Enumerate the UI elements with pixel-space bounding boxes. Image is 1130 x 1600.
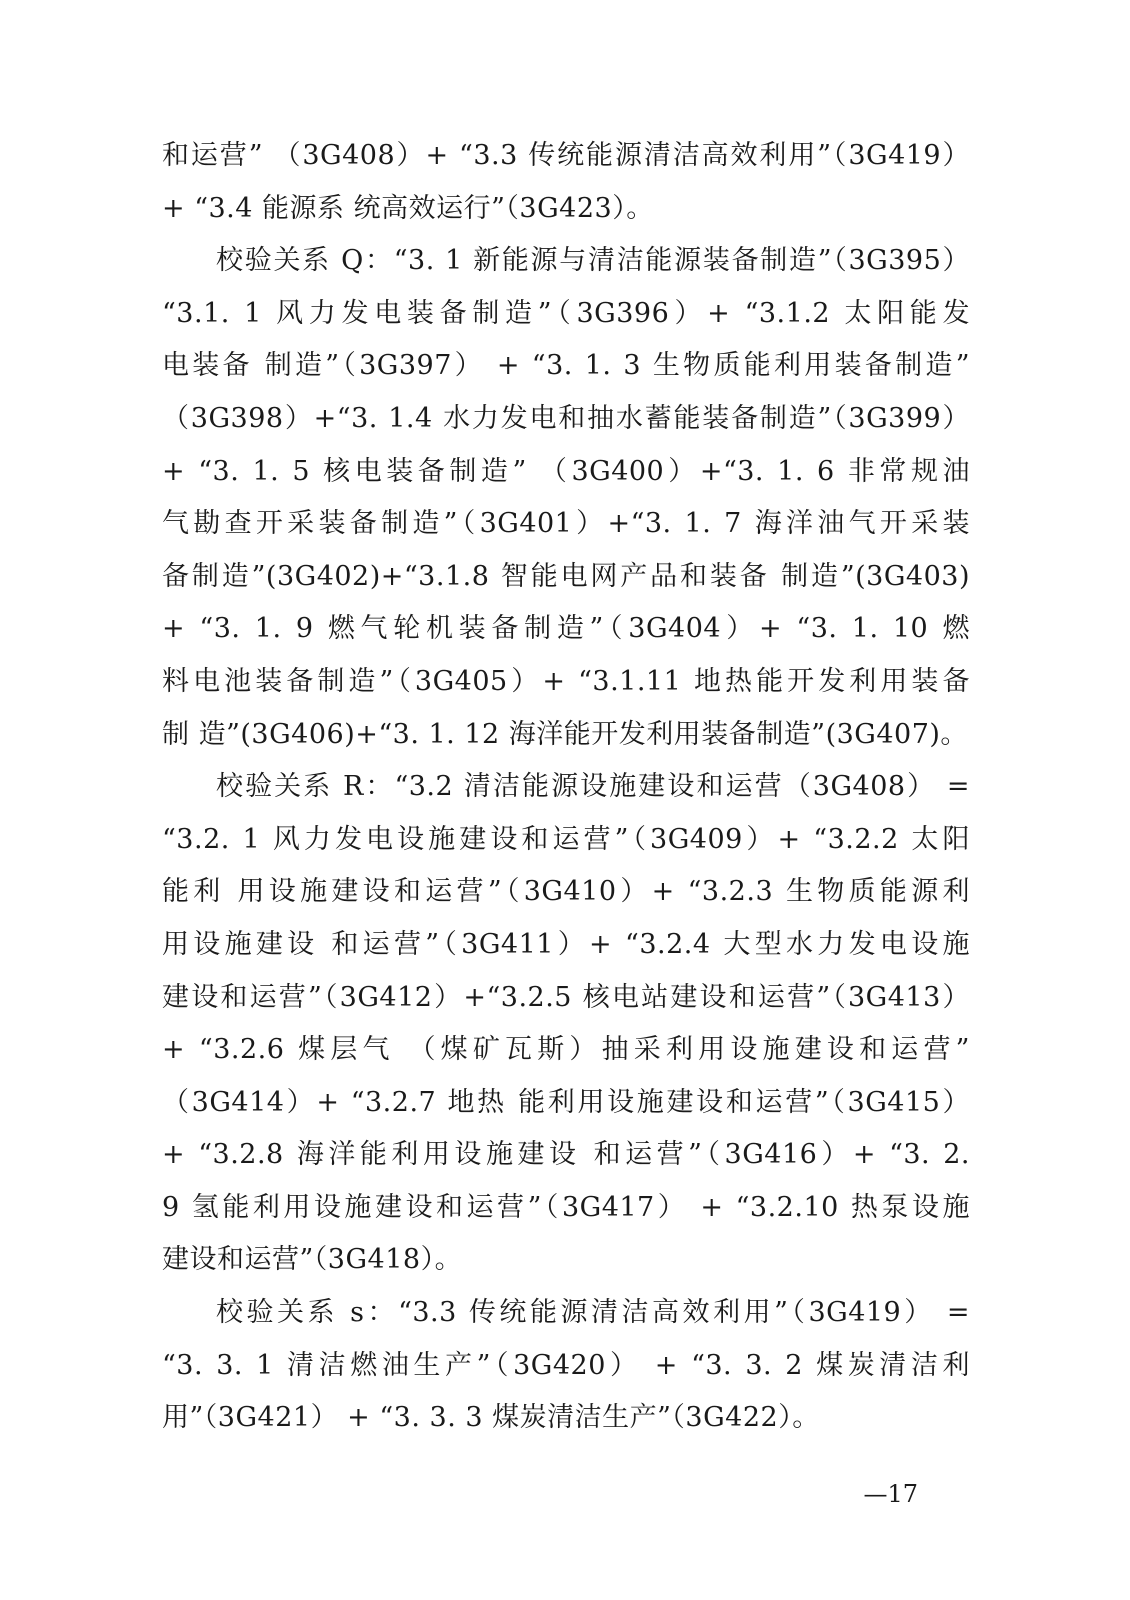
text-line: “3. 3. 1 清洁燃油生产”（3G420） + “3. 3. 2 煤炭清洁利 <box>162 1349 970 1381</box>
text-line: 能利 用设施建设和运营”（3G410）+ “3.2.3 生物质能源利 <box>162 876 970 908</box>
text-line: + “3. 1. 5 核电装备制造” （3G400）+“3. 1. 6 非常规油 <box>162 455 970 487</box>
text-line: 备制造”(3G402)+“3.1.8 智能电网产品和装备 制造”(3G403) <box>162 560 970 592</box>
text-line: （3G414）+ “3.2.7 地热 能利用设施建设和运营”（3G415） <box>162 1086 970 1118</box>
text-line: 校验关系 Q：“3. 1 新能源与清洁能源装备制造”（3G395） <box>216 245 970 277</box>
text-line: 建设和运营”（3G418）。 <box>162 1244 463 1276</box>
text-line: 料电池装备制造”（3G405）+ “3.1.11 地热能开发利用装备 <box>162 665 970 697</box>
text-line: 用”（3G421） + “3. 3. 3 煤炭清洁生产”（3G422）。 <box>162 1402 820 1434</box>
text-line: + “3. 1. 9 燃气轮机装备制造”（3G404）+ “3. 1. 10 燃 <box>162 613 970 645</box>
text-line: 气勘查开采装备制造”（3G401）+“3. 1. 7 海洋油气开采装 <box>162 508 970 540</box>
text-line: + “3.4 能源系 统高效运行”（3G423）。 <box>162 192 654 224</box>
text-line: 用设施建设 和运营”（3G411）+ “3.2.4 大型水力发电设施 <box>162 928 970 960</box>
text-line: “3.1. 1 风力发电装备制造”（3G396）+ “3.1.2 太阳能发 <box>162 297 970 329</box>
body-text <box>162 130 970 1445</box>
text-line: + “3.2.8 海洋能利用设施建设 和运营”（3G416）+ “3. 2. <box>162 1139 970 1171</box>
text-line: 9 氢能利用设施建设和运营”（3G417） + “3.2.10 热泵设施 <box>162 1191 970 1223</box>
text-line: 建设和运营”（3G412）+“3.2.5 核电站建设和运营”（3G413） <box>162 981 970 1013</box>
text-line: 电装备 制造”（3G397） + “3. 1. 3 生物质能利用装备制造” <box>162 350 970 382</box>
text-line: 和运营” （3G408）+ “3.3 传统能源清洁高效利用”（3G419） <box>162 140 970 171</box>
text-line: （3G398）+“3. 1.4 水力发电和抽水蓄能装备制造”（3G399） <box>162 402 970 434</box>
page-number: —17 <box>863 1480 918 1508</box>
text-line: 校验关系 s：“3.3 传统能源清洁高效利用”（3G419） = <box>216 1297 970 1329</box>
text-line: 制 造”(3G406)+“3. 1. 12 海洋能开发利用装备制造”(3G407)。 <box>162 718 968 750</box>
text-line: “3.2. 1 风力发电设施建设和运营”（3G409）+ “3.2.2 太阳 <box>162 823 970 855</box>
text-line: + “3.2.6 煤层气 （煤矿瓦斯）抽采利用设施建设和运营” <box>162 1034 970 1066</box>
text-line: 校验关系 R：“3.2 清洁能源设施建设和运营（3G408） = <box>216 771 970 803</box>
